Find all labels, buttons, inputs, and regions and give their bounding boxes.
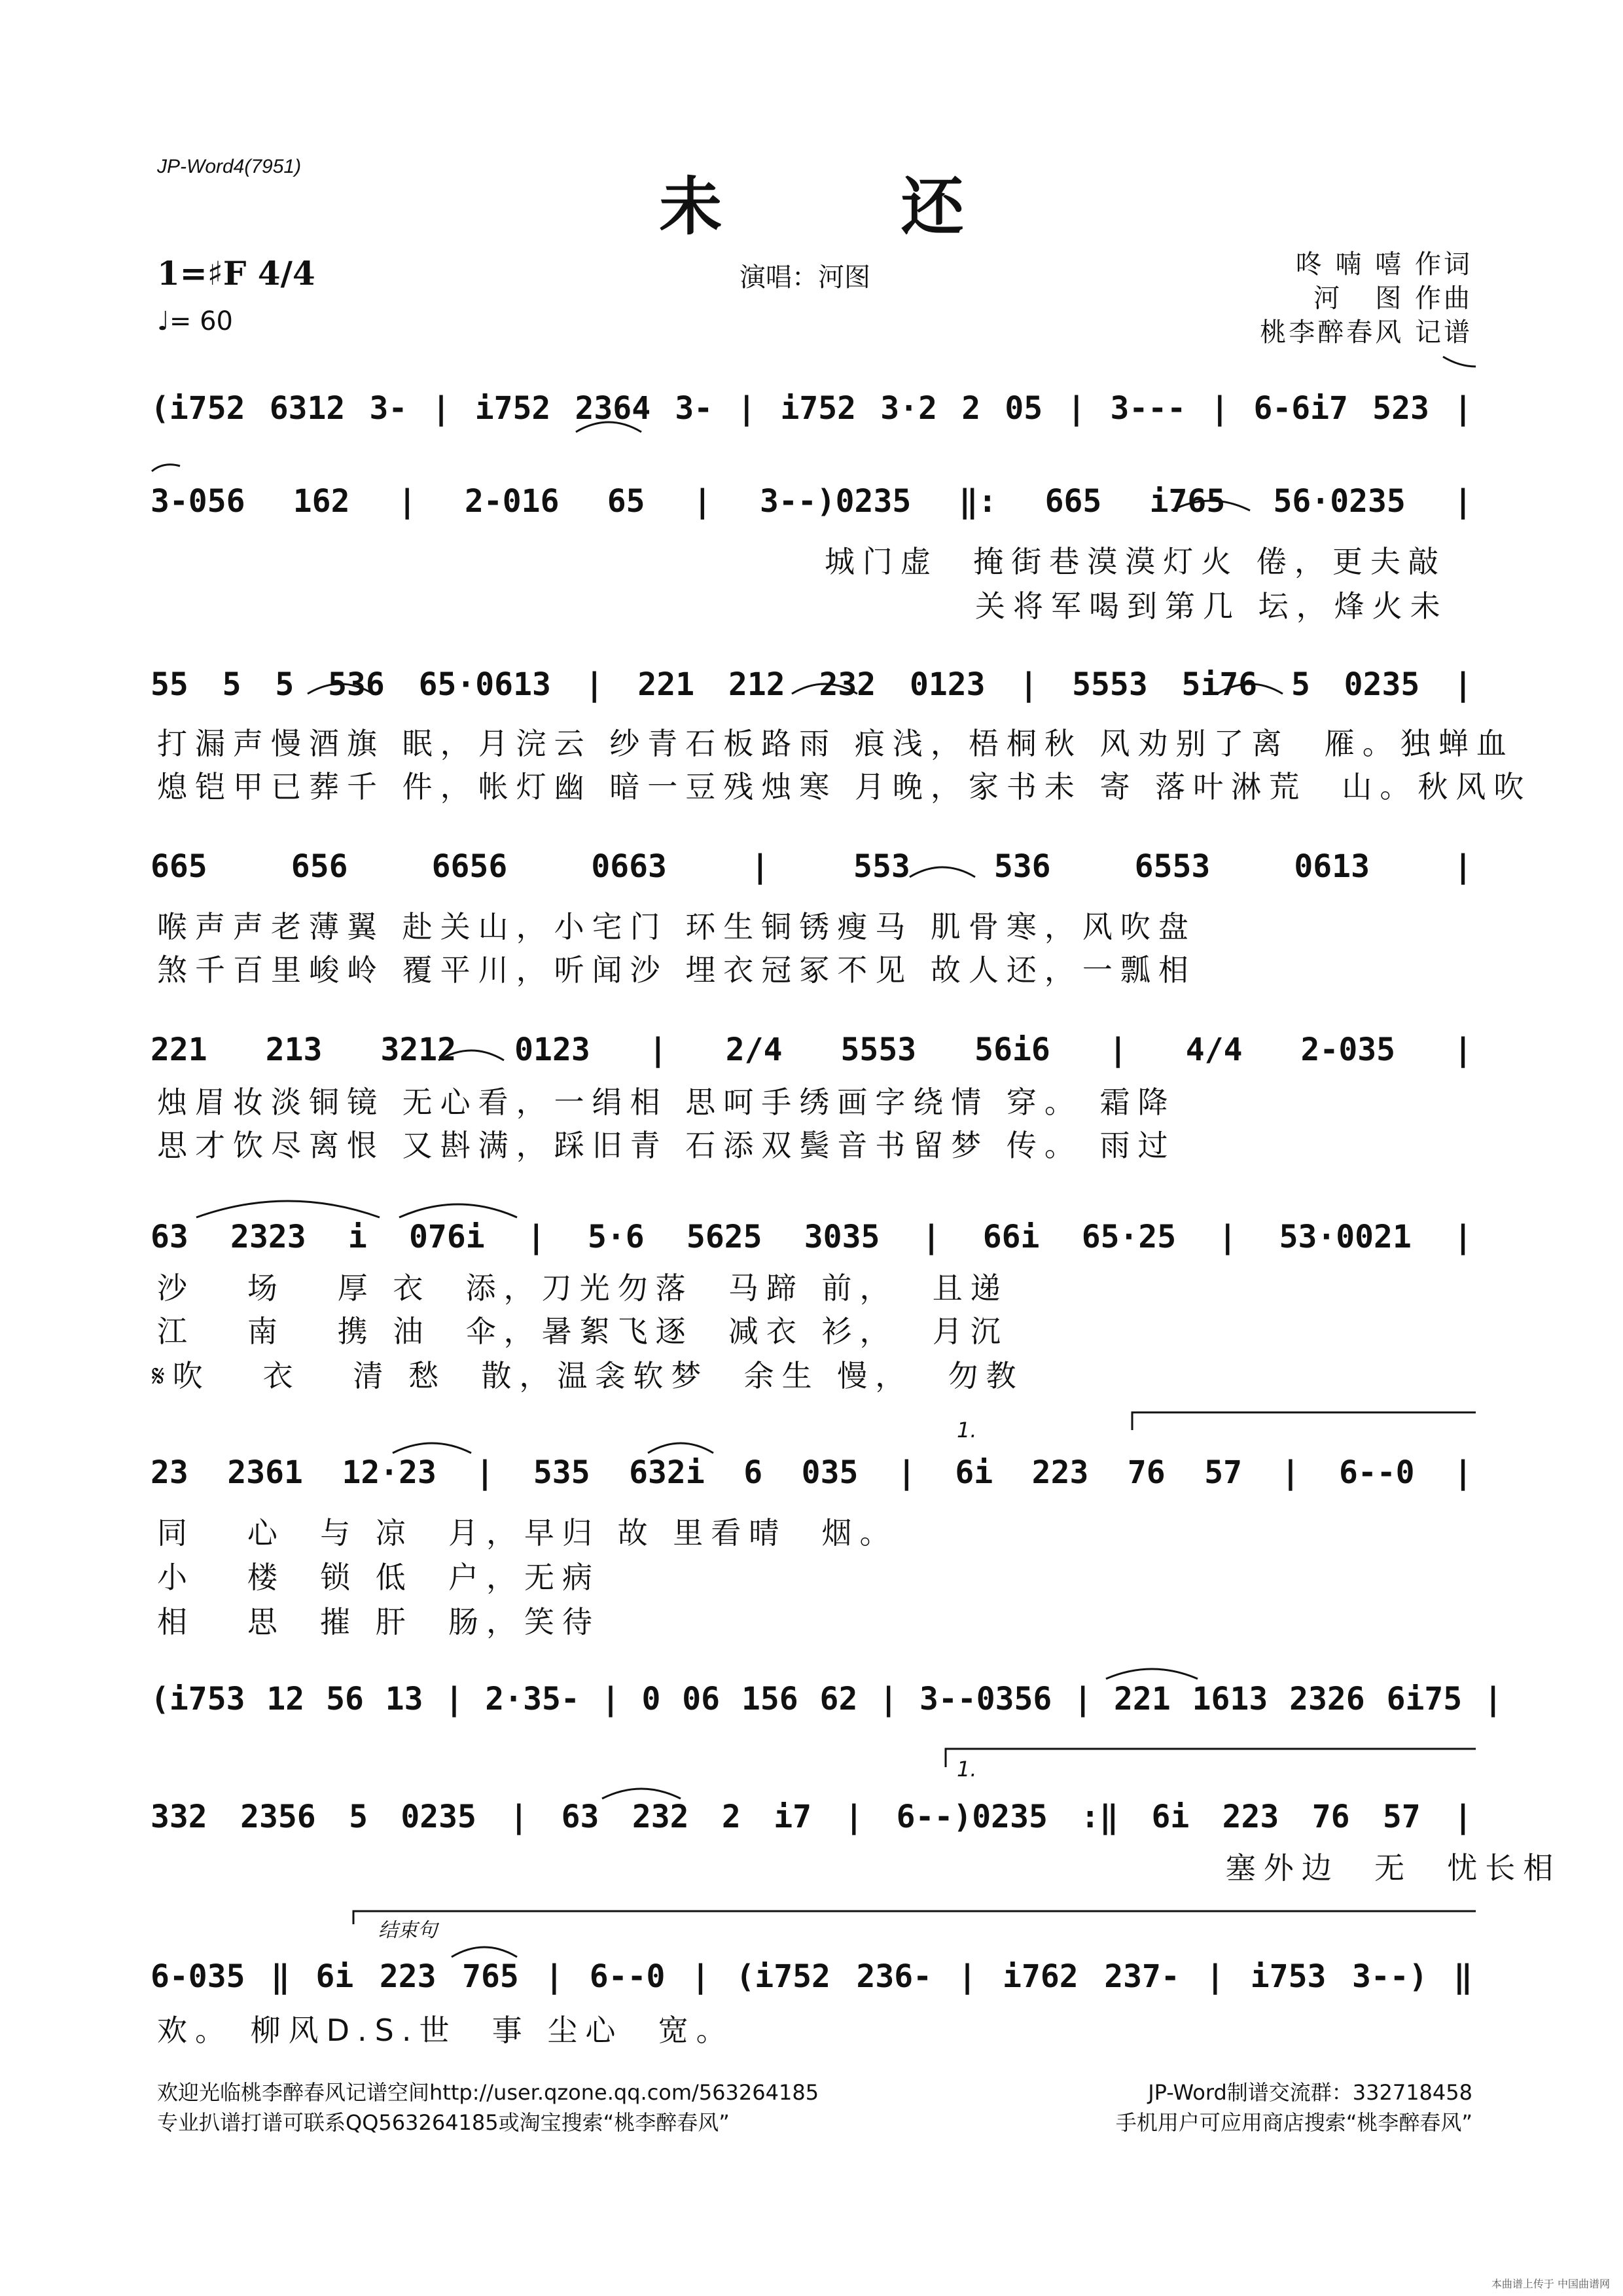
slur-arc (648, 1443, 713, 1453)
lyric-line: 城门虚 掩街巷漠漠灯火 倦，更夫敲 (825, 544, 1446, 579)
score-line-1: (i752 6312 3- | i752 2364 3- | i752 3·2 2 05 | 3--- | 6-6i7 523 | (151, 390, 1472, 427)
volta-1-label: 1. (957, 1418, 977, 1443)
slur-arc (196, 1201, 380, 1217)
score-line-8: (i753 12 56 13 | 2·35- | 0 06 156 62 | 3--0356 | 221 1613 2326 6i75 | (151, 1681, 1503, 1717)
lyric-line: 江 南 携 油 伞，暑絮飞逐 减衣 衫， 月沉 (157, 1314, 1008, 1349)
lyricist-credit: 咚 喃 嘻 作词 (1295, 249, 1472, 279)
lyric-line: 喉声声老薄翼 赴关山，小宅门 环生铜锈瘦马 肌骨寒，风吹盘 (157, 909, 1196, 944)
volta-bracket (946, 1749, 1476, 1767)
software-label: JP-Word4(7951) (157, 156, 302, 177)
lyric-line: 沙 场 厚 衣 添，刀光勿落 马蹄 前， 且递 (157, 1270, 1008, 1306)
score-line-2: 3-056 162 | 2-016 65 | 3--)0235 ‖: 665 i765 56·0235 | (151, 483, 1472, 520)
tie-arc (1443, 357, 1476, 367)
ending-bracket (353, 1911, 1476, 1924)
key-signature: 1=♯F 4/4 (157, 254, 315, 293)
tempo-mark: ♩= 60 (157, 306, 233, 336)
score-line-6: 63 2323 i 076i | 5·6 5625 3035 | 66i 65·25 | 53·0021 | (151, 1219, 1472, 1255)
lyric-line: 𝄋吹 衣 清 愁 散，温衾软梦 余生 慢， 勿教 (152, 1358, 1024, 1393)
lyric-line: 相 思 摧 肝 肠，笑待 (157, 1604, 600, 1640)
singer-credit: 演唱：河图 (740, 262, 870, 293)
slur-arc (452, 1947, 517, 1957)
score-line-10: 6-035 ‖ 6i 223 765 | 6--0 | (i752 236- | i762 237- | i753 3--) ‖ (151, 1958, 1472, 1995)
lyric-line: 打漏声慢酒旗 眠，月浣云 纱青石板路雨 痕浅，梧桐秋 风劝别了离 雁。独蝉血 (157, 726, 1514, 761)
transcriber-credit: 桃李醉春风 记谱 (1260, 317, 1472, 348)
slur-arc (1106, 1669, 1198, 1679)
composer-credit: 河 图 作曲 (1313, 283, 1472, 314)
score-line-9: 332 2356 5 0235 | 63 232 2 i7 | 6--)0235 :‖ 6i 223 76 57 | (151, 1799, 1472, 1835)
tie-arc (152, 465, 180, 471)
watermark: 本曲谱上传于 中国曲谱网 (1491, 2278, 1610, 2290)
footer-right-2: 手机用户可应用商店搜索“桃李醉春风” (1115, 2110, 1472, 2135)
lyric-line: 关将军喝到第几 坛，烽火未 (975, 588, 1448, 624)
lyric-line: 塞外边 无 忧长相 (982, 1850, 1561, 1886)
score-line-4: 665 656 6656 0663 | 553 536 6553 0613 | (151, 848, 1472, 885)
lyric-line: 小 楼 锁 低 户，无病 (157, 1560, 600, 1595)
lyric-line: 思才饮尽离恨 又斟满，踩旧青 石添双鬓音书留梦 传。 雨过 (157, 1128, 1176, 1163)
slur-arc (393, 1443, 471, 1453)
slur-arc (399, 1204, 517, 1217)
score-line-7: 23 2361 12·23 | 535 632i 6 035 | 6i 223 76 57 | 6--0 | (151, 1454, 1472, 1491)
lyric-line: 煞千百里峻岭 覆平川，听闻沙 埋衣冠冢不见 故人还，一瓢相 (157, 952, 1196, 988)
lyric-line: 同 心 与 凉 月，早归 故 里看晴 烟。 (157, 1515, 898, 1551)
slur-arc (602, 1789, 681, 1799)
footer-right-1: JP-Word制谱交流群：332718458 (1148, 2080, 1472, 2105)
volta-1-label: 1. (957, 1757, 977, 1782)
footer-left-1: 欢迎光临桃李醉春风记谱空间http://user.qzone.qq.com/563264185 (157, 2080, 819, 2105)
lyric-line: 熄铠甲已葬千 件，帐灯幽 暗一豆残烛寒 月晚，家书未 寄 落叶淋荒 山。秋风吹 (157, 769, 1532, 804)
lyric-line: 欢。 柳风D.S.世 事 尘心 宽。 (157, 2013, 734, 2048)
score-line-5: 221 213 3212 0123 | 2/4 5553 56i6 | 4/4 2-035 | (151, 1031, 1472, 1068)
song-title: 未 还 (659, 170, 1043, 243)
footer-left-2: 专业扒谱打谱可联系QQ563264185或淘宝搜索“桃李醉春风” (157, 2110, 730, 2135)
score-line-3: 55 5 5 536 65·0613 | 221 212 232 0123 | 5553 5i76 5 0235 | (151, 666, 1472, 703)
ending-label: 结束句 (378, 1919, 437, 1942)
volta-bracket (1132, 1412, 1476, 1430)
lyric-line: 烛眉妆淡铜镜 无心看，一绢相 思呵手绣画字绕情 穿。 霜降 (157, 1085, 1176, 1120)
